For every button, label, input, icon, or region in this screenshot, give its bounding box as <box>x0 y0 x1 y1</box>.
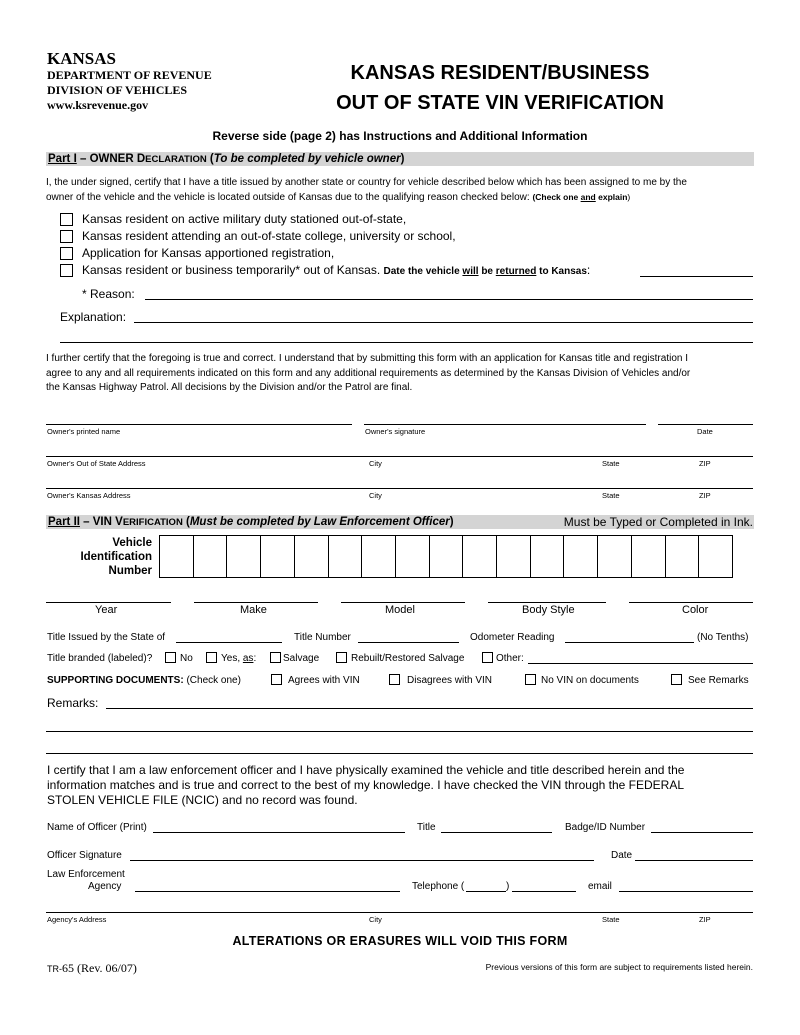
vin-char-box[interactable] <box>160 536 193 577</box>
owner-signature-field[interactable] <box>364 424 646 425</box>
apportioned-label: Application for Kansas apportioned registration, <box>82 246 335 260</box>
owner-ks-city-label: City <box>369 491 382 500</box>
rebuilt-checkbox[interactable] <box>336 652 347 663</box>
division-name: DIVISION OF VEHICLES <box>47 83 188 97</box>
see-remarks-label: See Remarks <box>688 675 749 686</box>
no-vin-checkbox[interactable] <box>525 674 536 685</box>
email-field[interactable] <box>619 891 753 892</box>
return-date-field[interactable] <box>640 276 753 277</box>
badge-field[interactable] <box>651 832 753 833</box>
owner-printed-name-field[interactable] <box>46 424 352 425</box>
officer-name-field[interactable] <box>153 832 405 833</box>
part2-instruction: Must be completed by Law Enforcement Officer <box>189 516 450 528</box>
vin-char-box[interactable] <box>429 536 463 577</box>
owner-ks-address-label: Owner's Kansas Address <box>47 491 131 500</box>
agrees-with-vin-label: Agrees with VIN <box>288 675 360 686</box>
telephone-close-paren: ) <box>506 881 510 892</box>
military-duty-checkbox[interactable] <box>60 213 73 226</box>
vin-char-box[interactable] <box>361 536 395 577</box>
year-label: Year <box>95 604 118 616</box>
other-checkbox[interactable] <box>482 652 493 663</box>
officer-date-label: Date <box>611 850 633 861</box>
form-title-line-1: KANSAS RESIDENT/BUSINESS <box>350 62 650 84</box>
branded-label: Title branded (labeled)? <box>47 653 153 664</box>
explanation-label: Explanation: <box>60 310 127 324</box>
vin-char-box[interactable] <box>496 536 530 577</box>
disagrees-with-vin-label: Disagrees with VIN <box>407 675 493 686</box>
telephone-label: Telephone ( <box>412 881 465 892</box>
color-field[interactable] <box>629 602 753 603</box>
salvage-label: Salvage <box>283 653 320 664</box>
vin-char-box[interactable] <box>563 536 597 577</box>
agency-zip-label: ZIP <box>699 915 711 924</box>
form-title <box>290 58 710 118</box>
telephone-area-code-field[interactable] <box>466 891 506 892</box>
vin-char-box[interactable] <box>294 536 328 577</box>
previous-versions-note: Previous versions of this form are subject to requirements listed herein. <box>485 962 753 972</box>
officer-name-label: Name of Officer (Print) <box>47 822 147 833</box>
body-style-field[interactable] <box>488 602 606 603</box>
see-remarks-checkbox[interactable] <box>671 674 682 685</box>
officer-certification: I certify that I am a law enforcement officer and I have physically examined the vehicle and title described herein and the information matches and is true and correct to the best of my knowledge. I have checked the VIN through the FEDERAL STOLEN VEHICLE FILE (NCIC) and no record was found. <box>47 763 685 807</box>
supporting-docs-label: SUPPORTING DOCUMENTS: (Check one) <box>47 675 241 686</box>
ink-note: Must be Typed or Completed in Ink. <box>563 515 753 529</box>
remarks-field-line-2[interactable] <box>46 731 753 732</box>
agrees-with-vin-checkbox[interactable] <box>271 674 282 685</box>
owner-oos-city-label: City <box>369 459 382 468</box>
vin-char-box[interactable] <box>530 536 564 577</box>
agency-label: Law Enforcement Agency <box>47 869 125 892</box>
owner-oos-address-field[interactable] <box>46 456 753 457</box>
officer-title-label: Title <box>417 822 436 833</box>
vin-char-box[interactable] <box>462 536 496 577</box>
year-field[interactable] <box>46 602 171 603</box>
owner-date-field[interactable] <box>658 424 753 425</box>
vin-char-box[interactable] <box>395 536 429 577</box>
vin-char-box[interactable] <box>698 536 732 577</box>
vin-char-box[interactable] <box>631 536 665 577</box>
rebuilt-label: Rebuilt/Restored Salvage <box>351 653 465 664</box>
owner-ks-state-label: State <box>602 491 620 500</box>
owner-certification: I further certify that the foregoing is true and correct. I understand that by submitting this form with an application for Kansas title and registration I agree to any and all requirements indicated on this form and any additional requirements as determined by the Kansas Division of Vehicles and/or the Kansas Highway Patrol. All decisions by the Division and/or the Patrol are final. <box>46 353 691 393</box>
reverse-side-note: Reverse side (page 2) has Instructions and Additional Information <box>212 129 588 143</box>
explanation-field[interactable] <box>134 322 753 323</box>
reason-field[interactable] <box>145 299 753 300</box>
part1-label: Part I <box>48 153 77 165</box>
branded-no-checkbox[interactable] <box>165 652 176 663</box>
branded-no-label: No <box>180 653 193 664</box>
title-state-field[interactable] <box>176 642 282 643</box>
vin-char-box[interactable] <box>665 536 699 577</box>
vin-char-box[interactable] <box>260 536 294 577</box>
odometer-field[interactable] <box>565 642 694 643</box>
college-label: Kansas resident attending an out-of-state college, university or school, <box>82 229 456 243</box>
owner-oos-state-label: State <box>602 459 620 468</box>
title-number-label: Title Number <box>294 632 351 643</box>
officer-title-field[interactable] <box>441 832 552 833</box>
remarks-label: Remarks: <box>47 696 99 710</box>
alterations-warning: ALTERATIONS OR ERASURES WILL VOID THIS FORM <box>232 934 568 948</box>
owner-ks-address-field[interactable] <box>46 488 753 489</box>
officer-date-field[interactable] <box>635 860 753 861</box>
vin-boxes[interactable] <box>159 535 733 578</box>
title-number-field[interactable] <box>358 642 459 643</box>
military-duty-label: Kansas resident on active military duty stationed out-of-state, <box>82 212 407 226</box>
other-label: Other: <box>496 653 524 664</box>
odometer-label: Odometer Reading <box>470 632 555 643</box>
part2-heading: Part II – VIN VERIFICATION (Must be completed by Law Enforcement Officer) <box>48 516 454 528</box>
agency-block <box>47 50 212 113</box>
branded-yes-checkbox[interactable] <box>206 652 217 663</box>
apportioned-checkbox[interactable] <box>60 247 73 260</box>
college-checkbox[interactable] <box>60 230 73 243</box>
branded-yes-label: Yes, as: <box>221 653 257 664</box>
no-tenths-note: (No Tenths) <box>697 632 749 643</box>
vin-char-box[interactable] <box>328 536 362 577</box>
owner-printed-name-label: Owner's printed name <box>47 427 121 436</box>
owner-ks-zip-label: ZIP <box>699 491 711 500</box>
agency-address-label: Agency's Address <box>47 915 107 924</box>
model-field[interactable] <box>341 602 465 603</box>
website: www.ksrevenue.gov <box>47 98 149 112</box>
vin-char-box[interactable] <box>193 536 227 577</box>
telephone-field[interactable] <box>512 891 576 892</box>
badge-label: Badge/ID Number <box>565 822 646 833</box>
vin-char-box[interactable] <box>597 536 631 577</box>
officer-signature-label: Officer Signature <box>47 850 122 861</box>
agency-field[interactable] <box>135 891 400 892</box>
part2-label: Part II <box>48 516 80 528</box>
temporarily-out-label: Kansas resident or business temporarily* out of Kansas. Date the vehicle will be returned to Kansas: <box>82 263 591 277</box>
part1-instruction: To be completed by vehicle owner <box>213 153 401 165</box>
other-field[interactable] <box>528 663 753 664</box>
reason-label: * Reason: <box>82 287 135 301</box>
make-label: Make <box>240 604 267 616</box>
owner-oos-address-label: Owner's Out of State Address <box>47 459 146 468</box>
owner-oos-zip-label: ZIP <box>699 459 711 468</box>
disagrees-with-vin-checkbox[interactable] <box>389 674 400 685</box>
title-state-label: Title Issued by the State of <box>47 632 166 643</box>
model-label: Model <box>385 604 415 616</box>
form-title-line-2: OUT OF STATE VIN VERIFICATION <box>336 92 664 114</box>
agency-address-field[interactable] <box>46 912 753 913</box>
remarks-field[interactable] <box>106 708 753 709</box>
explanation-field-line-2[interactable] <box>60 342 753 343</box>
remarks-field-line-3[interactable] <box>46 753 753 754</box>
part1-intro: I, the under signed, certify that I have a title issued by another state or country for vehicle described below which has been assigned to me by the owner of the vehicle and the vehicle is located outside of Kansas due to the qualifying reason checked below: (Check one and explain) <box>46 177 687 203</box>
vin-char-box[interactable] <box>226 536 260 577</box>
agency-city-label: City <box>369 915 382 924</box>
state-name: KANSAS <box>47 49 116 68</box>
color-label: Color <box>682 604 709 616</box>
department-name: DEPARTMENT OF REVENUE <box>47 68 212 82</box>
body-style-label: Body Style <box>522 604 575 616</box>
owner-date-label: Date <box>697 427 713 436</box>
temporarily-out-checkbox[interactable] <box>60 264 73 277</box>
email-label: email <box>588 881 612 892</box>
salvage-checkbox[interactable] <box>270 652 281 663</box>
part1-heading: Part I – OWNER DECLARATION (To be completed by vehicle owner) <box>48 153 405 165</box>
officer-signature-field[interactable] <box>130 860 594 861</box>
owner-signature-label: Owner's signature <box>365 427 426 436</box>
form-number: TR-65 (Rev. 06/07) <box>47 961 137 975</box>
make-field[interactable] <box>194 602 318 603</box>
agency-state-label: State <box>602 915 620 924</box>
no-vin-label: No VIN on documents <box>541 675 639 686</box>
vin-label: Vehicle Identification Number <box>80 537 152 577</box>
